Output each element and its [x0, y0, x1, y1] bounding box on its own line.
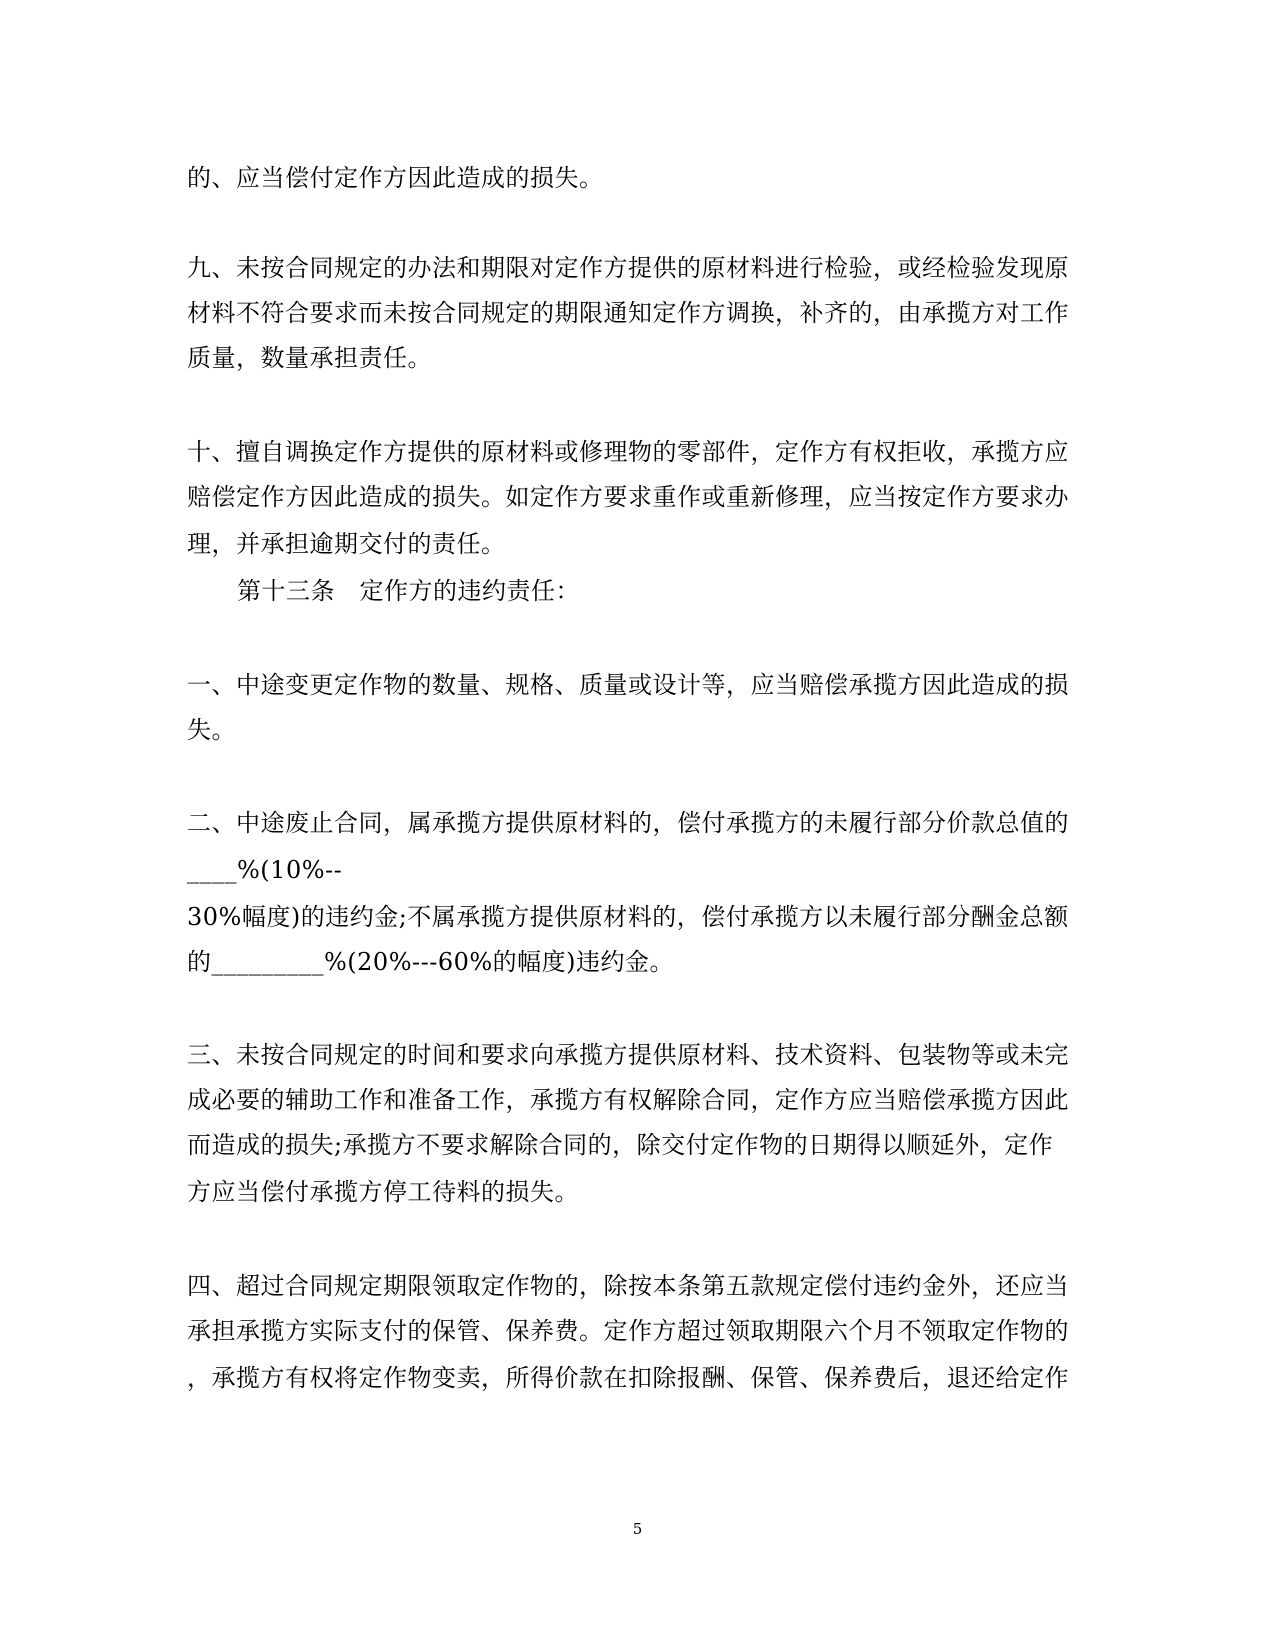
text-line: ____%(10%-- [187, 856, 343, 884]
text-line: 四、超过合同规定期限领取定作物的，除按本条第五款规定偿付违约金外，还应当 [187, 1272, 1069, 1300]
text-line: 而造成的损失;承揽方不要求解除合同的，除交付定作物的日期得以顺延外，定作 [187, 1131, 1054, 1159]
text-line: ，承揽方有权将定作物变卖，所得价款在扣除报酬、保管、保养费后，退还给定作 [187, 1364, 1069, 1392]
text-line: 方应当偿付承揽方停工待料的损失。 [187, 1178, 579, 1206]
text-line: 理，并承担逾期交付的责任。 [187, 530, 506, 558]
text-line: 承担承揽方实际支付的保管、保养费。定作方超过领取期限六个月不领取定作物的 [187, 1317, 1069, 1345]
page-number: 5 [632, 1520, 643, 1538]
text-line: 失。 [187, 716, 236, 744]
text-line: 赔偿定作方因此造成的损失。如定作方要求重作或重新修理，应当按定作方要求办 [187, 483, 1069, 511]
text-line: 一、中途变更定作物的数量、规格、质量或设计等，应当赔偿承揽方因此造成的损 [187, 671, 1069, 699]
text-line: 材料不符合要求而未按合同规定的期限通知定作方调换，补齐的，由承揽方对工作 [187, 299, 1069, 327]
text-line: 的_________%(20%---60%的幅度)违约金。 [187, 948, 675, 976]
text-line: 成必要的辅助工作和准备工作，承揽方有权解除合同，定作方应当赔偿承揽方因此 [187, 1086, 1069, 1114]
section-heading: 第十三条 定作方的违约责任： [237, 577, 580, 605]
text-line: 二、中途废止合同，属承揽方提供原材料的，偿付承揽方的未履行部分价款总值的 [187, 809, 1069, 837]
text-line: 九、未按合同规定的办法和期限对定作方提供的原材料进行检验，或经检验发现原 [187, 254, 1069, 282]
text-line: 30%幅度)的违约金;不属承揽方提供原材料的，偿付承揽方以未履行部分酬金总额 [187, 903, 1069, 931]
text-line: 质量，数量承担责任。 [187, 344, 432, 372]
text-line: 十、擅自调换定作方提供的原材料或修理物的零部件，定作方有权拒收，承揽方应 [187, 438, 1069, 466]
text-line: 三、未按合同规定的时间和要求向承揽方提供原材料、技术资料、包装物等或未完 [187, 1041, 1069, 1069]
text-line: 的、应当偿付定作方因此造成的损失。 [187, 164, 604, 192]
